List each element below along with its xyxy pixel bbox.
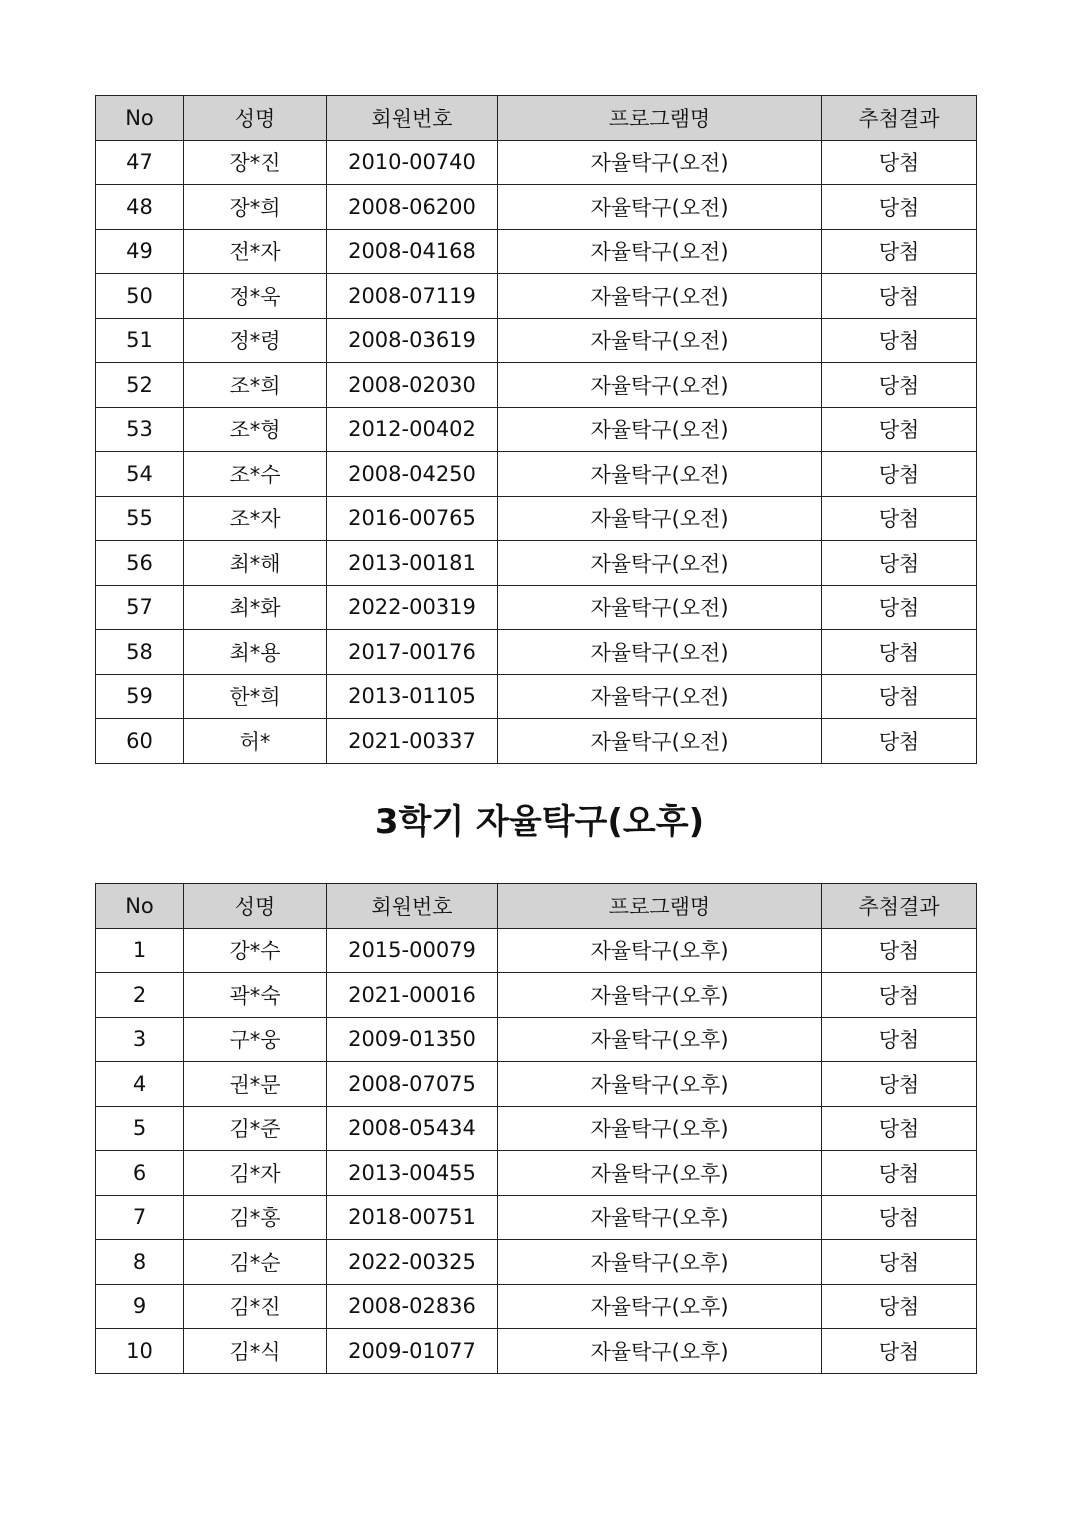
morning-lottery-table xyxy=(95,95,977,764)
cell-no: 55 xyxy=(96,496,184,541)
cell-result: 당첨 xyxy=(822,585,977,630)
table-row xyxy=(96,1017,977,1062)
cell-result: 당첨 xyxy=(822,719,977,764)
header-name: 성명 xyxy=(184,96,327,141)
cell-name: 김*식 xyxy=(184,1329,327,1374)
cell-member-id: 2021-00337 xyxy=(327,719,498,764)
cell-name: 권*문 xyxy=(184,1062,327,1107)
cell-member-id: 2021-00016 xyxy=(327,973,498,1018)
cell-name: 구*웅 xyxy=(184,1017,327,1062)
table-row xyxy=(96,1106,977,1151)
cell-member-id: 2008-02030 xyxy=(327,363,498,408)
cell-member-id: 2008-07119 xyxy=(327,274,498,319)
table-row xyxy=(96,185,977,230)
cell-result: 당첨 xyxy=(822,496,977,541)
cell-result: 당첨 xyxy=(822,1106,977,1151)
cell-result: 당첨 xyxy=(822,1151,977,1196)
cell-member-id: 2009-01077 xyxy=(327,1329,498,1374)
cell-name: 전*자 xyxy=(184,229,327,274)
cell-name: 정*령 xyxy=(184,318,327,363)
cell-no: 58 xyxy=(96,630,184,675)
table-row xyxy=(96,1329,977,1374)
header-member-id: 회원번호 xyxy=(327,96,498,141)
cell-result: 당첨 xyxy=(822,1284,977,1329)
cell-member-id: 2022-00325 xyxy=(327,1240,498,1285)
cell-program: 자율탁구(오후) xyxy=(498,928,822,973)
cell-member-id: 2008-05434 xyxy=(327,1106,498,1151)
cell-program: 자율탁구(오후) xyxy=(498,1151,822,1196)
cell-name: 김*준 xyxy=(184,1106,327,1151)
cell-program: 자율탁구(오전) xyxy=(498,630,822,675)
cell-result: 당첨 xyxy=(822,630,977,675)
cell-name: 한*희 xyxy=(184,674,327,719)
cell-result: 당첨 xyxy=(822,140,977,185)
cell-no: 59 xyxy=(96,674,184,719)
header-no: No xyxy=(96,96,184,141)
cell-name: 조*형 xyxy=(184,407,327,452)
cell-program: 자율탁구(오전) xyxy=(498,185,822,230)
cell-name: 정*욱 xyxy=(184,274,327,319)
cell-program: 자율탁구(오후) xyxy=(498,1062,822,1107)
cell-result: 당첨 xyxy=(822,452,977,497)
afternoon-lottery-table xyxy=(95,883,977,1374)
cell-no: 51 xyxy=(96,318,184,363)
header-program: 프로그램명 xyxy=(498,884,822,929)
cell-no: 5 xyxy=(96,1106,184,1151)
table-row xyxy=(96,1062,977,1107)
cell-name: 곽*숙 xyxy=(184,973,327,1018)
table-row xyxy=(96,1195,977,1240)
cell-no: 53 xyxy=(96,407,184,452)
cell-no: 48 xyxy=(96,185,184,230)
cell-no: 1 xyxy=(96,928,184,973)
cell-no: 56 xyxy=(96,541,184,586)
cell-program: 자율탁구(오전) xyxy=(498,274,822,319)
cell-no: 49 xyxy=(96,229,184,274)
cell-result: 당첨 xyxy=(822,1017,977,1062)
table-row xyxy=(96,274,977,319)
cell-result: 당첨 xyxy=(822,407,977,452)
cell-member-id: 2022-00319 xyxy=(327,585,498,630)
cell-name: 최*용 xyxy=(184,630,327,675)
cell-result: 당첨 xyxy=(822,973,977,1018)
table-row xyxy=(96,1284,977,1329)
cell-program: 자율탁구(오후) xyxy=(498,1195,822,1240)
header-name: 성명 xyxy=(184,884,327,929)
cell-name: 김*자 xyxy=(184,1151,327,1196)
cell-program: 자율탁구(오전) xyxy=(498,496,822,541)
cell-result: 당첨 xyxy=(822,274,977,319)
cell-result: 당첨 xyxy=(822,928,977,973)
cell-no: 47 xyxy=(96,140,184,185)
cell-name: 조*희 xyxy=(184,363,327,408)
header-no: No xyxy=(96,884,184,929)
table-row xyxy=(96,1240,977,1285)
cell-member-id: 2017-00176 xyxy=(327,630,498,675)
cell-name: 김*홍 xyxy=(184,1195,327,1240)
cell-result: 당첨 xyxy=(822,1062,977,1107)
cell-program: 자율탁구(오후) xyxy=(498,973,822,1018)
cell-program: 자율탁구(오전) xyxy=(498,318,822,363)
cell-program: 자율탁구(오전) xyxy=(498,541,822,586)
cell-member-id: 2009-01350 xyxy=(327,1017,498,1062)
header-program: 프로그램명 xyxy=(498,96,822,141)
cell-result: 당첨 xyxy=(822,229,977,274)
cell-no: 4 xyxy=(96,1062,184,1107)
cell-member-id: 2008-06200 xyxy=(327,185,498,230)
table-header-row xyxy=(96,96,977,141)
cell-no: 6 xyxy=(96,1151,184,1196)
cell-name: 최*해 xyxy=(184,541,327,586)
cell-program: 자율탁구(오전) xyxy=(498,363,822,408)
cell-program: 자율탁구(오후) xyxy=(498,1017,822,1062)
cell-program: 자율탁구(오전) xyxy=(498,719,822,764)
cell-name: 강*수 xyxy=(184,928,327,973)
table-row xyxy=(96,585,977,630)
cell-program: 자율탁구(오전) xyxy=(498,140,822,185)
cell-result: 당첨 xyxy=(822,1240,977,1285)
cell-name: 조*수 xyxy=(184,452,327,497)
cell-result: 당첨 xyxy=(822,185,977,230)
cell-member-id: 2012-00402 xyxy=(327,407,498,452)
cell-program: 자율탁구(오후) xyxy=(498,1106,822,1151)
cell-program: 자율탁구(오후) xyxy=(498,1284,822,1329)
header-result: 추첨결과 xyxy=(822,884,977,929)
cell-member-id: 2013-00181 xyxy=(327,541,498,586)
cell-member-id: 2008-07075 xyxy=(327,1062,498,1107)
cell-no: 52 xyxy=(96,363,184,408)
afternoon-section-title: 3학기 자율탁구(오후) xyxy=(374,802,705,842)
cell-member-id: 2008-02836 xyxy=(327,1284,498,1329)
cell-program: 자율탁구(오전) xyxy=(498,452,822,497)
cell-name: 허* xyxy=(184,719,327,764)
cell-member-id: 2016-00765 xyxy=(327,496,498,541)
table-row xyxy=(96,496,977,541)
cell-member-id: 2010-00740 xyxy=(327,140,498,185)
cell-result: 당첨 xyxy=(822,674,977,719)
cell-no: 9 xyxy=(96,1284,184,1329)
table-row xyxy=(96,318,977,363)
cell-no: 8 xyxy=(96,1240,184,1285)
cell-name: 김*진 xyxy=(184,1284,327,1329)
cell-no: 10 xyxy=(96,1329,184,1374)
cell-member-id: 2008-04250 xyxy=(327,452,498,497)
table-row xyxy=(96,973,977,1018)
cell-no: 54 xyxy=(96,452,184,497)
table-row xyxy=(96,452,977,497)
cell-program: 자율탁구(오전) xyxy=(498,229,822,274)
cell-no: 60 xyxy=(96,719,184,764)
cell-result: 당첨 xyxy=(822,541,977,586)
table-row xyxy=(96,407,977,452)
cell-result: 당첨 xyxy=(822,318,977,363)
cell-name: 김*순 xyxy=(184,1240,327,1285)
cell-program: 자율탁구(오후) xyxy=(498,1240,822,1285)
table-row xyxy=(96,719,977,764)
cell-result: 당첨 xyxy=(822,1329,977,1374)
cell-member-id: 2008-03619 xyxy=(327,318,498,363)
table-row xyxy=(96,630,977,675)
cell-member-id: 2013-00455 xyxy=(327,1151,498,1196)
header-member-id: 회원번호 xyxy=(327,884,498,929)
cell-no: 2 xyxy=(96,973,184,1018)
table-row xyxy=(96,140,977,185)
cell-member-id: 2018-00751 xyxy=(327,1195,498,1240)
cell-program: 자율탁구(오전) xyxy=(498,674,822,719)
table-row xyxy=(96,928,977,973)
cell-member-id: 2008-04168 xyxy=(327,229,498,274)
cell-no: 50 xyxy=(96,274,184,319)
cell-result: 당첨 xyxy=(822,363,977,408)
table-row xyxy=(96,674,977,719)
cell-no: 57 xyxy=(96,585,184,630)
cell-name: 장*진 xyxy=(184,140,327,185)
table-row xyxy=(96,363,977,408)
cell-program: 자율탁구(오후) xyxy=(498,1329,822,1374)
cell-member-id: 2013-01105 xyxy=(327,674,498,719)
cell-name: 최*화 xyxy=(184,585,327,630)
header-result: 추첨결과 xyxy=(822,96,977,141)
cell-no: 7 xyxy=(96,1195,184,1240)
cell-program: 자율탁구(오전) xyxy=(498,585,822,630)
cell-no: 3 xyxy=(96,1017,184,1062)
table-row xyxy=(96,541,977,586)
cell-member-id: 2015-00079 xyxy=(327,928,498,973)
cell-result: 당첨 xyxy=(822,1195,977,1240)
cell-name: 조*자 xyxy=(184,496,327,541)
table-row xyxy=(96,1151,977,1196)
table-row xyxy=(96,229,977,274)
cell-name: 장*희 xyxy=(184,185,327,230)
table-header-row xyxy=(96,884,977,929)
cell-program: 자율탁구(오전) xyxy=(498,407,822,452)
